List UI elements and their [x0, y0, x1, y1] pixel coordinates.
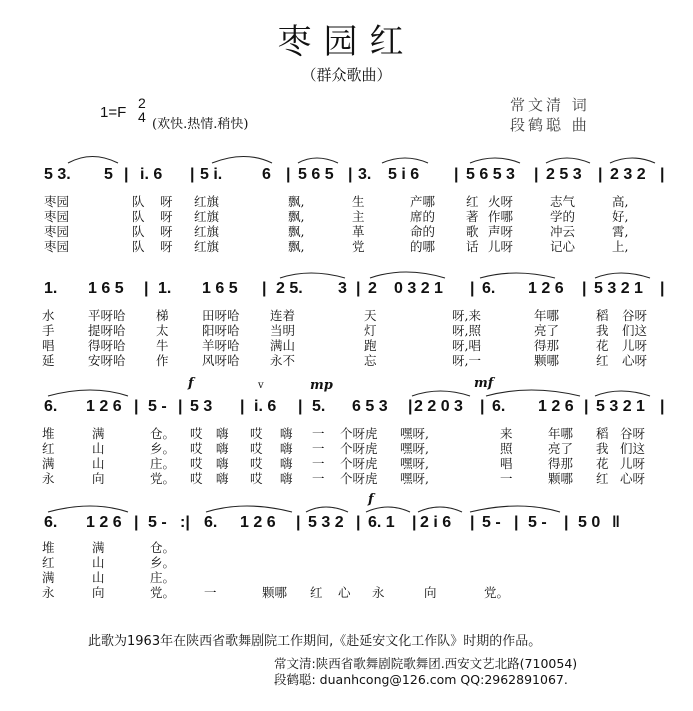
barline: | — [134, 398, 139, 415]
lyric: 个呀虎 — [340, 441, 378, 456]
lyric: 颗哪 — [262, 585, 288, 600]
lyric: 乡。 — [150, 441, 176, 456]
song-subtitle: （群众歌曲） — [301, 66, 392, 84]
lyric: 灯 — [364, 323, 377, 338]
lyric: 提呀哈 — [88, 323, 126, 338]
note: 1 2 6 — [86, 398, 122, 415]
note: 5 3 2 1 — [596, 398, 645, 415]
lyric: 红 — [596, 353, 609, 368]
dynamic-mp: mp — [310, 378, 333, 393]
lyric: 哎 — [250, 441, 263, 456]
lyric: 满 — [92, 426, 105, 441]
lyric: 呀,照 — [452, 323, 481, 338]
lyric: 山 — [92, 456, 105, 471]
lyric: 枣园 — [44, 239, 70, 254]
lyric: 得呀哈 — [88, 338, 126, 353]
lyric: 红 — [596, 471, 609, 486]
lyric: 呀 — [160, 224, 173, 239]
lyric: 来 — [500, 426, 513, 441]
barline: | — [240, 398, 245, 415]
lyric: 高, — [612, 194, 629, 209]
lyric: 谷呀 — [620, 426, 646, 441]
final-barline: ‖ — [612, 514, 620, 531]
lyric: 红 — [310, 585, 323, 600]
lyric: 年哪 — [548, 426, 574, 441]
lyric: 嗨 — [280, 426, 293, 441]
note: 5 - — [148, 514, 167, 531]
lyric: 命的 — [410, 224, 436, 239]
lyric: 一 — [312, 441, 325, 456]
lyric: 花 — [596, 456, 609, 471]
lyric: 嘿呀, — [400, 426, 429, 441]
lyric: 红 — [42, 441, 55, 456]
time-signature-top: 2 — [138, 95, 146, 111]
lyric: 唱 — [42, 338, 55, 353]
lyric: 嗨 — [280, 456, 293, 471]
note: 5 3 — [190, 398, 213, 415]
lyric: 红旗 — [194, 224, 220, 239]
lyric: 永 — [372, 585, 385, 600]
lyric: 平呀哈 — [88, 308, 126, 323]
lyric: 谷呀 — [622, 308, 648, 323]
note: 5 3 2 1 — [594, 280, 643, 297]
lyricist-contact: 常文清:陕西省歌舞剧院歌舞团.西安文艺北路(710054) — [274, 656, 578, 671]
lyric: 延 — [42, 353, 55, 368]
note: 1 2 6 — [240, 514, 276, 531]
note: 5 i. — [200, 166, 223, 183]
note: 2 5 3 — [546, 166, 582, 183]
lyric: 呀,唱 — [452, 338, 481, 353]
lyric: 嘿呀, — [400, 441, 429, 456]
lyric: 好, — [612, 209, 629, 224]
lyrics-verse-2-system-3 — [0, 439, 693, 455]
lyric: 一 — [312, 471, 325, 486]
lyric: 席的 — [410, 209, 436, 224]
lyricist-credit: 常文清 词 — [510, 96, 590, 114]
notes-system-3 — [0, 398, 693, 418]
lyric: 向 — [92, 585, 105, 600]
lyric: 永不 — [270, 353, 296, 368]
note: 5 i 6 — [388, 166, 420, 183]
barline: | — [286, 166, 291, 183]
barline: | — [296, 514, 301, 531]
lyric: 唱 — [500, 456, 513, 471]
lyric: 红旗 — [194, 194, 220, 209]
barline: | — [660, 398, 665, 415]
lyric: 我 — [596, 441, 609, 456]
note: 1 2 6 — [528, 280, 564, 297]
barline: | — [124, 166, 129, 183]
notes-system-2 — [0, 280, 693, 300]
lyrics-verse-3-system-4 — [0, 568, 693, 584]
lyric: 嗨 — [216, 441, 229, 456]
lyric: 队 — [132, 194, 145, 209]
note: i. 6 — [254, 398, 277, 415]
lyric: 声呀 — [488, 224, 514, 239]
lyric: 仓。 — [150, 426, 176, 441]
lyric: 向 — [92, 471, 105, 486]
lyric: 嗨 — [216, 456, 229, 471]
lyric: 跑 — [364, 338, 377, 353]
lyric: 儿呀 — [488, 239, 514, 254]
composer-contact: 段鹤聪: duanhcong@126.com QQ:2962891067. — [274, 672, 568, 687]
lyric: 冲云 — [550, 224, 576, 239]
lyric: 儿呀 — [620, 456, 646, 471]
lyric: 个呀虎 — [340, 426, 378, 441]
barline: | — [598, 166, 603, 183]
lyric: 话 — [466, 239, 479, 254]
lyric: 儿呀 — [622, 338, 648, 353]
lyric: 忘 — [364, 353, 377, 368]
lyric: 作 — [156, 353, 169, 368]
lyric: 枣园 — [44, 194, 70, 209]
lyric: 满 — [92, 540, 105, 555]
barline: | — [298, 398, 303, 415]
lyric: 嘿呀, — [400, 456, 429, 471]
lyric: 上, — [612, 239, 629, 254]
barline: | — [454, 166, 459, 183]
note: 5 6 5 3 — [466, 166, 515, 183]
lyric: 堆 — [42, 426, 55, 441]
note: 6. 1 — [368, 514, 395, 531]
lyric: 山 — [92, 441, 105, 456]
barline: | — [190, 166, 195, 183]
lyrics-verse-2-system-4 — [0, 553, 693, 569]
lyric: 党 — [352, 239, 365, 254]
dynamic-f-2: f — [368, 492, 374, 507]
lyric: 颗哪 — [548, 471, 574, 486]
lyric: 记心 — [550, 239, 576, 254]
lyrics-verse-1-system-4 — [0, 538, 693, 554]
lyric: 一 — [312, 456, 325, 471]
lyric: 生 — [352, 194, 365, 209]
note: 5 — [104, 166, 113, 183]
barline: | — [514, 514, 519, 531]
note: 1 6 5 — [88, 280, 124, 297]
barline: | — [660, 280, 665, 297]
lyric: 红旗 — [194, 209, 220, 224]
lyric: 呀 — [160, 209, 173, 224]
lyrics-verse-3-system-1 — [0, 222, 693, 238]
lyric: 得那 — [534, 338, 560, 353]
lyric: 哎 — [190, 471, 203, 486]
lyric: 飘, — [288, 224, 305, 239]
lyric: 亮了 — [534, 323, 560, 338]
lyric: 红旗 — [194, 239, 220, 254]
lyric: 作哪 — [488, 209, 514, 224]
note: 5 - — [528, 514, 547, 531]
barline: | — [356, 280, 361, 297]
lyric: 个呀虎 — [340, 456, 378, 471]
lyric: 枣园 — [44, 209, 70, 224]
lyric: 满 — [42, 570, 55, 585]
lyric: 花 — [596, 338, 609, 353]
barline: | — [408, 398, 413, 415]
note: 1 2 6 — [86, 514, 122, 531]
note: 1. — [44, 280, 58, 297]
lyric: 当明 — [270, 323, 296, 338]
note: 5 - — [482, 514, 501, 531]
lyric: 风呀哈 — [202, 353, 240, 368]
lyric: 嗨 — [280, 471, 293, 486]
note: 5. — [312, 398, 326, 415]
lyric: 飘, — [288, 209, 305, 224]
note: 2 2 0 3 — [414, 398, 463, 415]
lyric: 一 — [312, 426, 325, 441]
note: 5 3 2 — [308, 514, 344, 531]
lyric: 乡。 — [150, 555, 176, 570]
barline: | — [262, 280, 267, 297]
lyrics-verse-1-system-3 — [0, 424, 693, 440]
note: 1. — [158, 280, 172, 297]
lyric: 嗨 — [216, 426, 229, 441]
lyrics-verse-4-system-3 — [0, 469, 693, 485]
lyrics-verse-3-system-3 — [0, 454, 693, 470]
note: 5 6 5 — [298, 166, 334, 183]
lyrics-verse-2-system-1 — [0, 207, 693, 223]
lyric: 个呀虎 — [340, 471, 378, 486]
dynamic-f-1: f — [188, 376, 194, 391]
note: 6 5 3 — [352, 398, 388, 415]
lyric: 阳呀哈 — [202, 323, 240, 338]
lyric: 歌 — [466, 224, 479, 239]
barline: | — [480, 398, 485, 415]
note: 3 — [338, 280, 347, 297]
barline: | — [144, 280, 149, 297]
lyrics-verse-4-system-4 — [0, 583, 693, 599]
lyric: 稻 — [596, 308, 609, 323]
note: 0 3 2 1 — [394, 280, 443, 297]
lyric: 羊呀哈 — [202, 338, 240, 353]
lyric: 哎 — [250, 426, 263, 441]
lyric: 仓。 — [150, 540, 176, 555]
lyric: 哎 — [190, 441, 203, 456]
note: 2 i 6 — [420, 514, 452, 531]
note: 1 2 6 — [538, 398, 574, 415]
barline: | — [356, 514, 361, 531]
lyric: 满 — [42, 456, 55, 471]
note: 6. — [44, 398, 58, 415]
lyric: 们这 — [620, 441, 646, 456]
lyrics-verse-3-system-2 — [0, 336, 693, 352]
lyric: 呀,一 — [452, 353, 481, 368]
lyric: 照 — [500, 441, 513, 456]
barline: | — [348, 166, 353, 183]
dynamic-mf: mf — [474, 376, 494, 391]
lyric: 庄。 — [150, 456, 176, 471]
lyric: 太 — [156, 323, 169, 338]
lyric: 红 — [42, 555, 55, 570]
lyric: 我 — [596, 323, 609, 338]
lyric: 红 — [466, 194, 479, 209]
lyric: 向 — [424, 585, 437, 600]
key-signature: 1=F — [100, 104, 127, 121]
note: i. 6 — [140, 166, 163, 183]
lyric: 庄。 — [150, 570, 176, 585]
barline: | — [582, 280, 587, 297]
lyric: 牛 — [156, 338, 169, 353]
lyric: 嗨 — [216, 471, 229, 486]
lyric: 水 — [42, 308, 55, 323]
lyric: 呀 — [160, 194, 173, 209]
lyric: 年哪 — [534, 308, 560, 323]
lyric: 枣园 — [44, 224, 70, 239]
lyrics-verse-2-system-2 — [0, 321, 693, 337]
lyric: 志气 — [550, 194, 576, 209]
lyric: 著 — [466, 209, 479, 224]
lyric: 霄, — [612, 224, 629, 239]
lyric: 哎 — [190, 456, 203, 471]
lyric: 嘿呀, — [400, 471, 429, 486]
barline: | — [470, 514, 475, 531]
lyric: 呀 — [160, 239, 173, 254]
lyric: 革 — [352, 224, 365, 239]
notes-system-1 — [0, 166, 693, 186]
repeat-barline: :| — [180, 514, 190, 531]
lyric: 哎 — [190, 426, 203, 441]
lyrics-verse-1-system-1 — [0, 192, 693, 208]
lyric: 们这 — [622, 323, 648, 338]
lyric: 梯 — [156, 308, 169, 323]
lyric: 党。 — [150, 471, 176, 486]
barline: | — [178, 398, 183, 415]
song-title: 枣园红 — [277, 22, 416, 62]
tempo-marking: (欢快.热情.稍快) — [152, 117, 249, 132]
lyric: 队 — [132, 209, 145, 224]
lyric: 心呀 — [620, 471, 646, 486]
lyric: 心呀 — [622, 353, 648, 368]
lyric: 安呀哈 — [88, 353, 126, 368]
note: 6 — [262, 166, 271, 183]
footnote: 此歌为1963年在陕西省歌舞剧院工作期间,《赴延安文化工作队》时期的作品。 — [88, 634, 542, 649]
note: 2 3 2 — [610, 166, 646, 183]
notes-system-4 — [0, 514, 693, 534]
lyric: 学的 — [550, 209, 576, 224]
lyric: 嗨 — [280, 441, 293, 456]
lyric: 飘, — [288, 239, 305, 254]
lyric: 手 — [42, 323, 55, 338]
lyric: 永 — [42, 585, 55, 600]
barline: | — [584, 398, 589, 415]
lyric: 心 — [338, 585, 351, 600]
note: 6. — [482, 280, 496, 297]
lyric: 队 — [132, 224, 145, 239]
lyric: 呀,来 — [452, 308, 481, 323]
lyric: 颗哪 — [534, 353, 560, 368]
note: 2 5. — [276, 280, 303, 297]
lyric: 一 — [500, 471, 513, 486]
barline: | — [470, 280, 475, 297]
lyric: 稻 — [596, 426, 609, 441]
note: 6. — [44, 514, 58, 531]
lyric: 队 — [132, 239, 145, 254]
lyric: 满山 — [270, 338, 296, 353]
lyric: 火呀 — [488, 194, 514, 209]
lyric: 党。 — [484, 585, 510, 600]
lyric: 哎 — [250, 456, 263, 471]
lyric: 主 — [352, 209, 365, 224]
lyrics-verse-1-system-2 — [0, 306, 693, 322]
lyric: 田呀哈 — [202, 308, 240, 323]
barline: | — [134, 514, 139, 531]
lyric: 山 — [92, 570, 105, 585]
lyric: 的哪 — [410, 239, 436, 254]
lyric: 亮了 — [548, 441, 574, 456]
breath-mark: v — [258, 380, 264, 391]
barline: | — [660, 166, 665, 183]
lyric: 产哪 — [410, 194, 436, 209]
note: 3. — [358, 166, 372, 183]
lyric: 山 — [92, 555, 105, 570]
lyrics-verse-4-system-2 — [0, 351, 693, 367]
time-signature-bottom: 4 — [138, 109, 146, 125]
note: 5 - — [148, 398, 167, 415]
note: 5 3. — [44, 166, 71, 183]
composer-credit: 段鹤聪 曲 — [510, 116, 590, 134]
note: 1 6 5 — [202, 280, 238, 297]
lyrics-verse-4-system-1 — [0, 237, 693, 253]
lyric: 党。 — [150, 585, 176, 600]
barline: | — [412, 514, 417, 531]
lyric: 哎 — [250, 471, 263, 486]
note: 2 — [368, 280, 377, 297]
lyric: 飘, — [288, 194, 305, 209]
lyric: 连着 — [270, 308, 296, 323]
note: 5 0 — [578, 514, 601, 531]
barline: | — [534, 166, 539, 183]
lyric: 永 — [42, 471, 55, 486]
barline: | — [564, 514, 569, 531]
note: 6. — [204, 514, 218, 531]
lyric: 得那 — [548, 456, 574, 471]
note: 6. — [492, 398, 506, 415]
lyric: 堆 — [42, 540, 55, 555]
lyric: 一 — [204, 585, 217, 600]
lyric: 天 — [364, 308, 377, 323]
